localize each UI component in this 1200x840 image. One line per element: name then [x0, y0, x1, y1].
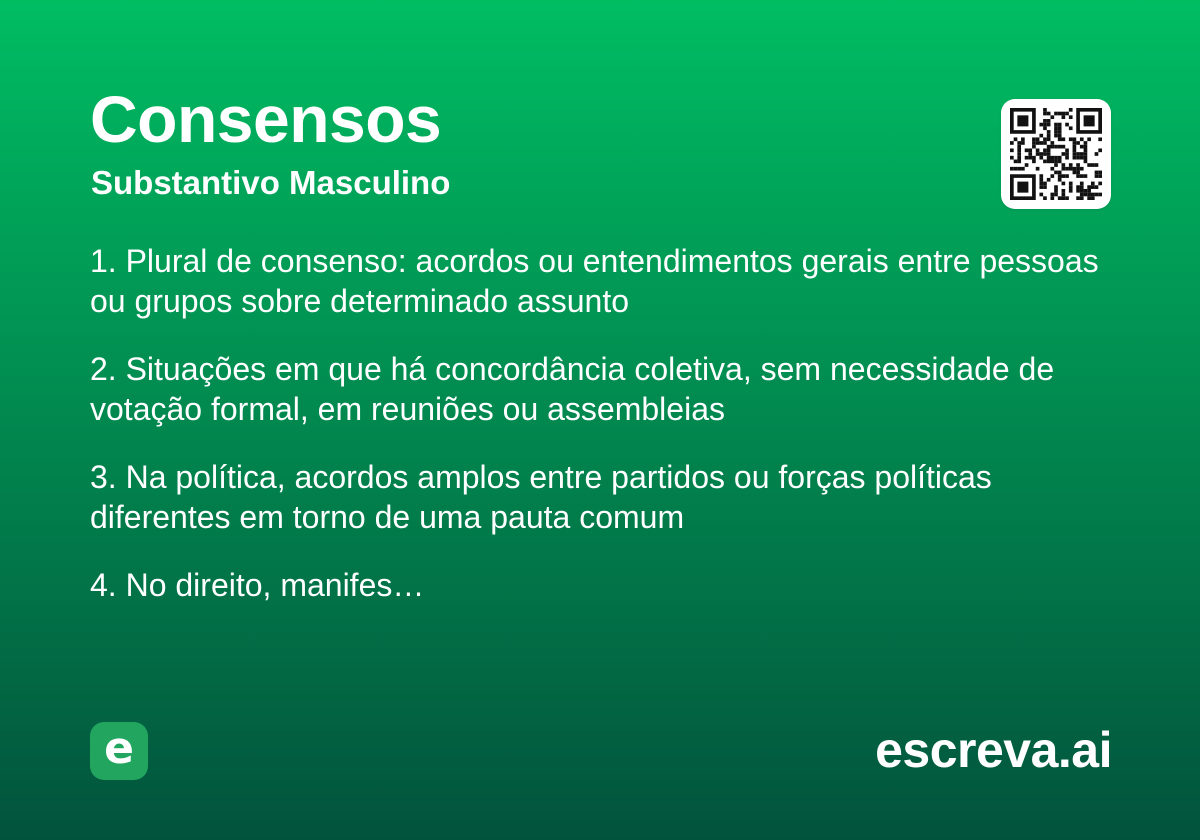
definition-item-4: 4. No direito, manifes…: [90, 567, 425, 603]
page-title: Consensos: [90, 82, 442, 156]
definition-item-3: 3. Na política, acordos amplos entre partidos ou forças políticas diferentes em torno de uma pauta comum: [90, 459, 992, 535]
escreva-logo-icon: [90, 722, 148, 780]
definition-item-2: 2. Situações em que há concordância coletiva, sem necessidade de votação formal, em reuniões ou assembleias: [90, 351, 1055, 427]
definition-item-1: 1. Plural de consenso: acordos ou entendimentos gerais entre pessoas ou grupos sobre determinado assunto: [90, 243, 1099, 319]
qr-code-icon: [1010, 108, 1102, 200]
logo-letter: e: [104, 722, 134, 774]
definitions-list: [90, 241, 1108, 633]
word-class-label: Substantivo Masculino: [91, 164, 451, 201]
brand-name: escreva.ai: [875, 722, 1112, 778]
qr-code: [1001, 99, 1111, 209]
